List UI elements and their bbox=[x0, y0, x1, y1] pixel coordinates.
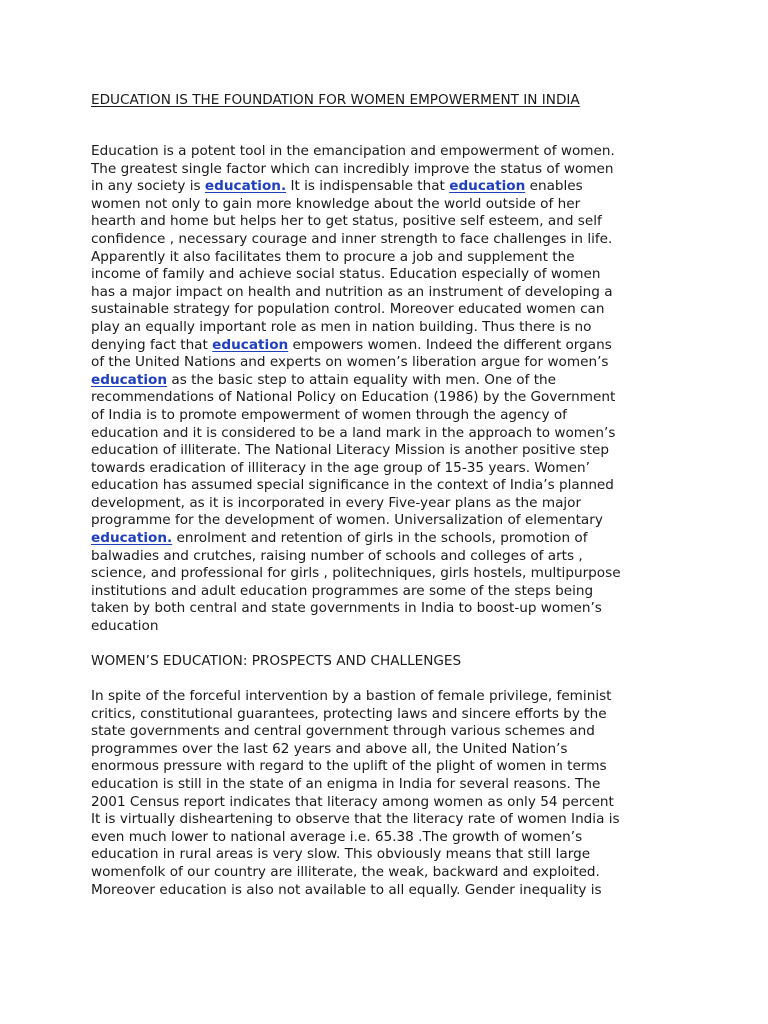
text-line: of the United Nations and experts on women’s liberation argue for women’s bbox=[91, 354, 609, 371]
section-heading: WOMEN’S EDUCATION: PROSPECTS AND CHALLENGES bbox=[91, 653, 462, 669]
text-line: taken by both central and state governments in India to boost-up women’s bbox=[91, 600, 602, 617]
text-line: balwadies and crutches, raising number of schools and colleges of arts , bbox=[91, 547, 583, 564]
text-line: Education is a potent tool in the emancipation and empowerment of women. bbox=[91, 143, 615, 159]
text-line: towards eradication of illiteracy in the age group of 15-35 years. Women’ bbox=[91, 459, 590, 476]
text-line: programme for the development of women. Universalization of elementary bbox=[91, 512, 603, 529]
text-line: income of family and achieve social status. Education especially of women bbox=[91, 266, 601, 283]
text-line: play an equally important role as men in nation building. Thus there is no bbox=[91, 318, 592, 335]
text-line: education in rural areas is very slow. This obviously means that still large bbox=[91, 846, 591, 863]
text-line: denying fact that bbox=[91, 336, 213, 353]
text-line: institutions and adult education programmes are some of the steps being bbox=[91, 582, 594, 599]
text-line: In spite of the forceful intervention by a bastion of female privilege, feminist bbox=[91, 688, 612, 704]
text-line: confidence , necessary courage and inner strength to face challenges in life. bbox=[91, 230, 613, 247]
text-line: It is indispensable that bbox=[286, 178, 450, 195]
text-line: Moreover education is also not available to all equally. Gender inequality is bbox=[91, 881, 602, 898]
text-line: science, and professional for girls , politechniques, girls hostels, multipurpose bbox=[91, 565, 621, 582]
text-line: state governments and central government through various schemes and bbox=[91, 723, 595, 740]
text-line: recommendations of National Policy on Education (1986) by the Government bbox=[91, 389, 616, 406]
text-line: Apparently it also facilitates them to procure a job and supplement the bbox=[91, 248, 575, 265]
education-link[interactable]: education. bbox=[91, 530, 173, 547]
text-line: of India is to promote empowerment of women through the agency of bbox=[91, 406, 567, 423]
text-line: education bbox=[91, 618, 159, 635]
education-link[interactable]: education bbox=[449, 178, 526, 195]
text-line: The greatest single factor which can incredibly improve the status of women bbox=[91, 160, 614, 177]
text-line: enrolment and retention of girls in the schools, promotion of bbox=[172, 530, 588, 547]
text-line: critics, constitutional guarantees, protecting laws and sincere efforts by the bbox=[91, 705, 607, 722]
text-line: 2001 Census report indicates that literacy among women as only 54 percent bbox=[91, 793, 614, 810]
text-line: enormous pressure with regard to the uplift of the plight of women in terms bbox=[91, 758, 607, 775]
text-line: has a major impact on health and nutrition as an instrument of developing a bbox=[91, 283, 613, 300]
text-line: It is virtually disheartening to observe that the literacy rate of women India is bbox=[91, 811, 620, 828]
text-line: women not only to gain more knowledge about the world outside of her bbox=[91, 195, 581, 212]
text-line: education of illiterate. The National Literacy Mission is another positive step bbox=[91, 442, 610, 459]
text-line: even much lower to national average i.e. 65.38 .The growth of women’s bbox=[91, 828, 583, 845]
text-line: as the basic step to attain equality with men. One of the bbox=[167, 371, 557, 388]
text-line: education and it is considered to be a land mark in the approach to women’s bbox=[91, 424, 616, 441]
paragraph-education-foundation bbox=[91, 143, 691, 636]
education-link[interactable]: education bbox=[91, 371, 168, 388]
text-line: enables bbox=[525, 178, 583, 195]
text-line: programmes over the last 62 years and above all, the United Nation’s bbox=[91, 740, 568, 757]
text-line: development, as it is incorporated in every Five-year plans as the major bbox=[91, 494, 582, 511]
paragraph-prospects-challenges bbox=[91, 688, 691, 899]
text-line: in any society is bbox=[91, 178, 205, 195]
text-line: education has assumed special significance in the context of India’s planned bbox=[91, 477, 614, 494]
page-title: EDUCATION IS THE FOUNDATION FOR WOMEN EMPOWERMENT IN INDIA bbox=[91, 92, 580, 108]
text-line: empowers women. Indeed the different organs bbox=[288, 336, 612, 353]
text-line: womenfolk of our country are illiterate, the weak, backward and exploited. bbox=[91, 863, 600, 880]
text-line: education is still in the state of an enigma in India for several reasons. The bbox=[91, 775, 601, 792]
education-link[interactable]: education bbox=[212, 336, 289, 353]
education-link[interactable]: education. bbox=[204, 178, 287, 195]
text-line: sustainable strategy for population control. Moreover educated women can bbox=[91, 301, 605, 318]
text-line: hearth and home but helps her to get status, positive self esteem, and self bbox=[91, 213, 602, 230]
